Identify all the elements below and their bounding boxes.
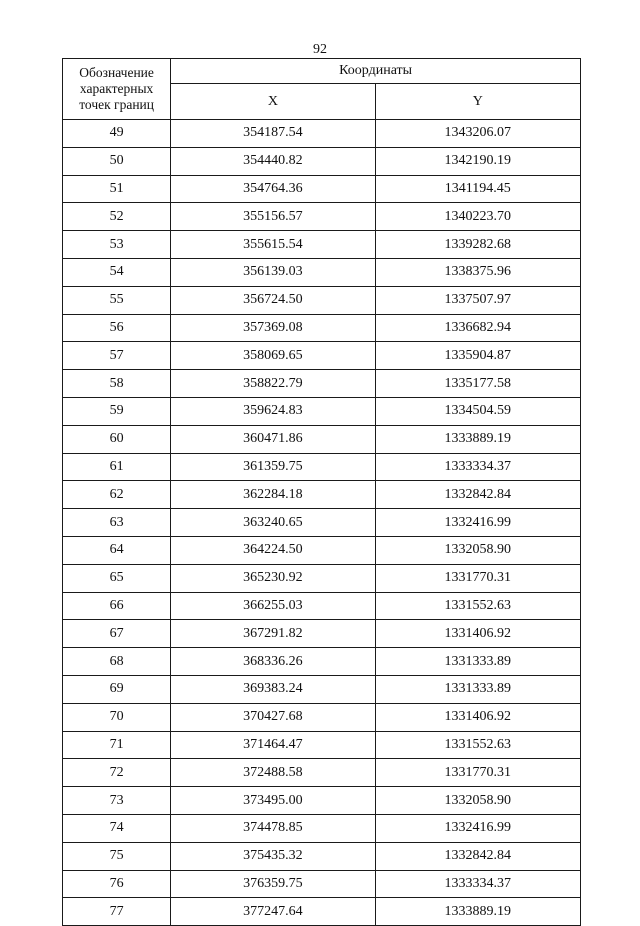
x-coordinate-cell: 364224.50: [171, 536, 375, 564]
table-header: [63, 59, 581, 120]
table-row: [63, 509, 581, 537]
x-coordinate-cell: 355156.57: [171, 203, 375, 231]
point-id-cell: 58: [63, 370, 171, 398]
y-coordinate-cell: 1333889.19: [375, 898, 580, 926]
point-id-cell: 76: [63, 870, 171, 898]
point-id-cell: 61: [63, 453, 171, 481]
table-row: [63, 397, 581, 425]
y-column-header: Y: [375, 84, 580, 120]
x-coordinate-cell: 361359.75: [171, 453, 375, 481]
point-id-cell: 65: [63, 564, 171, 592]
table-row: [63, 536, 581, 564]
point-id-cell: 63: [63, 509, 171, 537]
y-coordinate-cell: 1332842.84: [375, 481, 580, 509]
table-row: [63, 703, 581, 731]
y-coordinate-cell: 1333334.37: [375, 870, 580, 898]
y-coordinate-cell: 1331333.89: [375, 648, 580, 676]
table-row: [63, 175, 581, 203]
point-id-cell: 77: [63, 898, 171, 926]
y-coordinate-cell: 1337507.97: [375, 286, 580, 314]
y-coordinate-cell: 1333334.37: [375, 453, 580, 481]
table-row: [63, 286, 581, 314]
x-coordinate-cell: 360471.86: [171, 425, 375, 453]
table-row: [63, 314, 581, 342]
table-row: [63, 787, 581, 815]
point-id-cell: 68: [63, 648, 171, 676]
table-row: [63, 258, 581, 286]
y-coordinate-cell: 1332058.90: [375, 787, 580, 815]
y-coordinate-cell: 1338375.96: [375, 258, 580, 286]
table-row: [63, 675, 581, 703]
point-id-cell: 66: [63, 592, 171, 620]
y-coordinate-cell: 1331406.92: [375, 620, 580, 648]
x-coordinate-cell: 358822.79: [171, 370, 375, 398]
x-coordinate-cell: 370427.68: [171, 703, 375, 731]
x-coordinate-cell: 373495.00: [171, 787, 375, 815]
y-coordinate-cell: 1342190.19: [375, 147, 580, 175]
x-coordinate-cell: 372488.58: [171, 759, 375, 787]
x-coordinate-cell: 355615.54: [171, 231, 375, 259]
y-coordinate-cell: 1331552.63: [375, 592, 580, 620]
x-coordinate-cell: 371464.47: [171, 731, 375, 759]
x-coordinate-cell: 363240.65: [171, 509, 375, 537]
table-row: [63, 870, 581, 898]
x-coordinate-cell: 359624.83: [171, 397, 375, 425]
point-id-cell: 52: [63, 203, 171, 231]
x-coordinate-cell: 376359.75: [171, 870, 375, 898]
x-coordinate-cell: 375435.32: [171, 842, 375, 870]
y-coordinate-cell: 1336682.94: [375, 314, 580, 342]
x-coordinate-cell: 357369.08: [171, 314, 375, 342]
table-row: [63, 842, 581, 870]
point-id-cell: 53: [63, 231, 171, 259]
x-coordinate-cell: 362284.18: [171, 481, 375, 509]
table-body: [63, 120, 581, 926]
table-row: [63, 147, 581, 175]
y-coordinate-cell: 1332416.99: [375, 814, 580, 842]
coordinates-table: [62, 58, 581, 926]
point-id-cell: 54: [63, 258, 171, 286]
x-column-header: X: [171, 84, 375, 120]
table-row: [63, 759, 581, 787]
x-coordinate-cell: 377247.64: [171, 898, 375, 926]
point-id-cell: 62: [63, 481, 171, 509]
table-row: [63, 370, 581, 398]
point-designation-header: Обозначение характерных точек границ: [63, 59, 171, 120]
x-coordinate-cell: 356724.50: [171, 286, 375, 314]
y-coordinate-cell: 1332842.84: [375, 842, 580, 870]
y-coordinate-cell: 1341194.45: [375, 175, 580, 203]
point-id-cell: 67: [63, 620, 171, 648]
x-coordinate-cell: 374478.85: [171, 814, 375, 842]
point-id-cell: 70: [63, 703, 171, 731]
table-row: [63, 203, 581, 231]
y-coordinate-cell: 1332416.99: [375, 509, 580, 537]
y-coordinate-cell: 1331406.92: [375, 703, 580, 731]
y-coordinate-cell: 1332058.90: [375, 536, 580, 564]
table-row: [63, 564, 581, 592]
table-row: [63, 731, 581, 759]
coordinates-header: Координаты: [171, 59, 581, 84]
x-coordinate-cell: 366255.03: [171, 592, 375, 620]
page-number: 92: [313, 42, 327, 57]
x-coordinate-cell: 369383.24: [171, 675, 375, 703]
point-id-cell: 73: [63, 787, 171, 815]
x-coordinate-cell: 354440.82: [171, 147, 375, 175]
x-coordinate-cell: 354187.54: [171, 120, 375, 148]
table-row: [63, 898, 581, 926]
y-coordinate-cell: 1335177.58: [375, 370, 580, 398]
table-row: [63, 453, 581, 481]
point-id-cell: 75: [63, 842, 171, 870]
point-id-cell: 69: [63, 675, 171, 703]
y-coordinate-cell: 1331770.31: [375, 759, 580, 787]
y-coordinate-cell: 1343206.07: [375, 120, 580, 148]
y-coordinate-cell: 1331333.89: [375, 675, 580, 703]
table-row: [63, 342, 581, 370]
table-row: [63, 425, 581, 453]
x-coordinate-cell: 365230.92: [171, 564, 375, 592]
point-id-cell: 50: [63, 147, 171, 175]
point-id-cell: 71: [63, 731, 171, 759]
table-row: [63, 120, 581, 148]
x-coordinate-cell: 356139.03: [171, 258, 375, 286]
point-id-cell: 49: [63, 120, 171, 148]
point-id-cell: 57: [63, 342, 171, 370]
point-id-cell: 55: [63, 286, 171, 314]
point-id-cell: 74: [63, 814, 171, 842]
y-coordinate-cell: 1334504.59: [375, 397, 580, 425]
point-id-cell: 60: [63, 425, 171, 453]
point-id-cell: 72: [63, 759, 171, 787]
y-coordinate-cell: 1340223.70: [375, 203, 580, 231]
point-id-cell: 59: [63, 397, 171, 425]
y-coordinate-cell: 1339282.68: [375, 231, 580, 259]
point-id-cell: 51: [63, 175, 171, 203]
point-id-cell: 64: [63, 536, 171, 564]
point-id-cell: 56: [63, 314, 171, 342]
x-coordinate-cell: 358069.65: [171, 342, 375, 370]
x-coordinate-cell: 368336.26: [171, 648, 375, 676]
table-row: [63, 481, 581, 509]
table-row: [63, 231, 581, 259]
table-row: [63, 592, 581, 620]
y-coordinate-cell: 1331552.63: [375, 731, 580, 759]
table-row: [63, 648, 581, 676]
x-coordinate-cell: 354764.36: [171, 175, 375, 203]
table-row: [63, 814, 581, 842]
table-row: [63, 620, 581, 648]
y-coordinate-cell: 1333889.19: [375, 425, 580, 453]
y-coordinate-cell: 1335904.87: [375, 342, 580, 370]
x-coordinate-cell: 367291.82: [171, 620, 375, 648]
y-coordinate-cell: 1331770.31: [375, 564, 580, 592]
